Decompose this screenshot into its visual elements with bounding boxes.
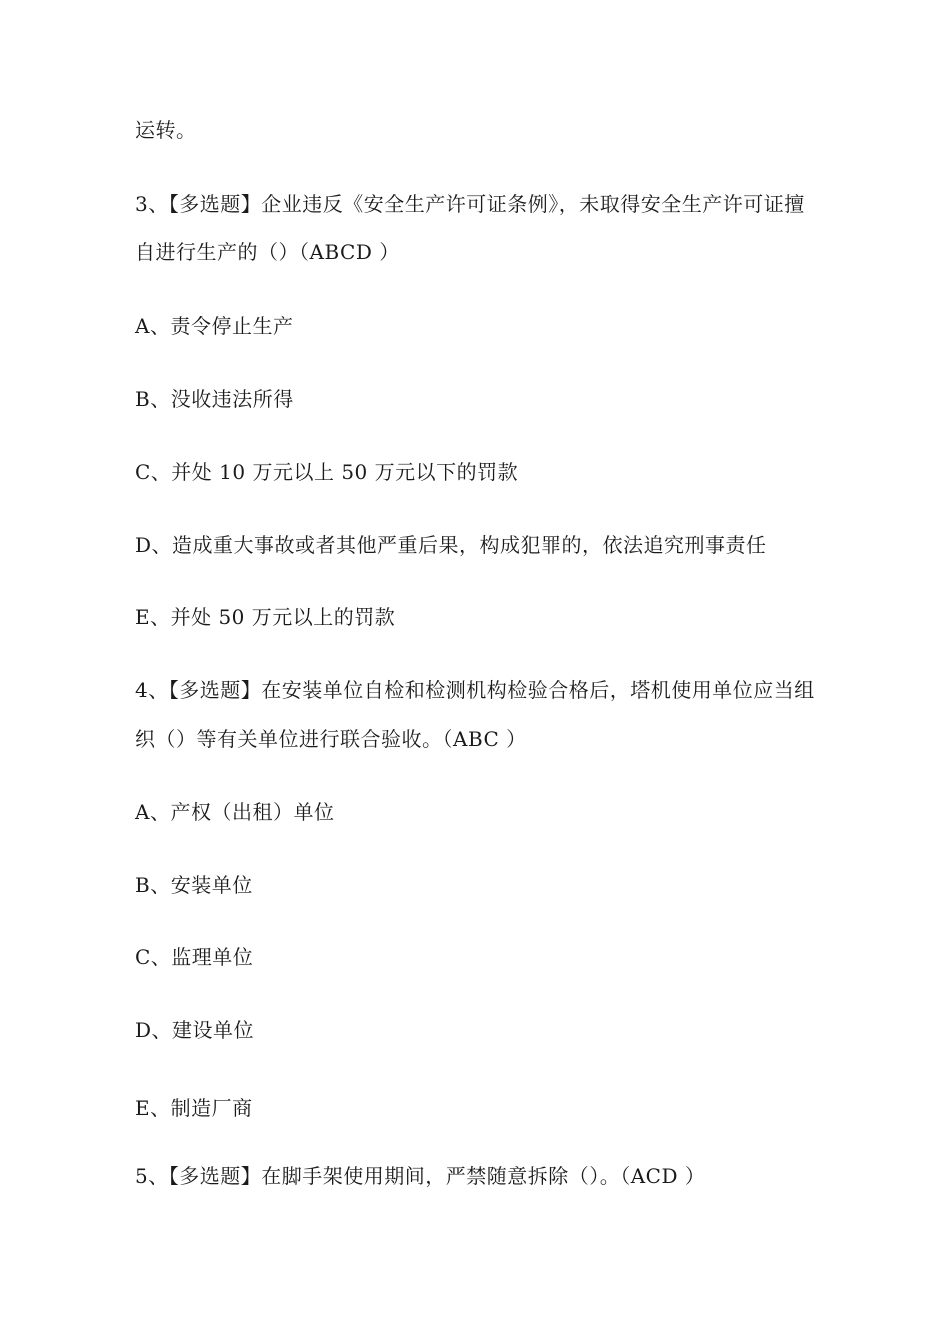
question-3-option-d: D、造成重大事故或者其他严重后果，构成犯罪的，依法追究刑事责任 (135, 533, 767, 557)
question-3-stem-line-1: 3、【多选题】企业违反《安全生产许可证条例》，未取得安全生产许可证擅 (135, 192, 805, 216)
question-4-stem-line-2: 织（）等有关单位进行联合验收。（ABC ） (135, 727, 527, 751)
question-3-option-a: A、责令停止生产 (135, 314, 294, 338)
question-4-option-b: B、安装单位 (135, 873, 253, 897)
question-3-stem-line-2: 自进行生产的（）（ABCD ） (135, 240, 400, 264)
question-4-stem-line-1: 4、【多选题】在安装单位自检和检测机构检验合格后，塔机使用单位应当组 (135, 678, 815, 702)
question-4-option-e: E、制造厂商 (135, 1096, 253, 1120)
question-4-option-c: C、监理单位 (135, 945, 254, 969)
continuation-text: 运转。 (135, 118, 197, 142)
question-4-option-d: D、建设单位 (135, 1018, 255, 1042)
question-5-stem-line-1: 5、【多选题】在脚手架使用期间，严禁随意拆除（）。（ACD ） (135, 1164, 706, 1188)
question-3-option-e: E、并处 50 万元以上的罚款 (135, 605, 396, 629)
question-3-option-b: B、没收违法所得 (135, 387, 294, 411)
question-3-option-c: C、并处 10 万元以上 50 万元以下的罚款 (135, 460, 519, 484)
question-4-option-a: A、产权（出租）单位 (135, 800, 335, 824)
